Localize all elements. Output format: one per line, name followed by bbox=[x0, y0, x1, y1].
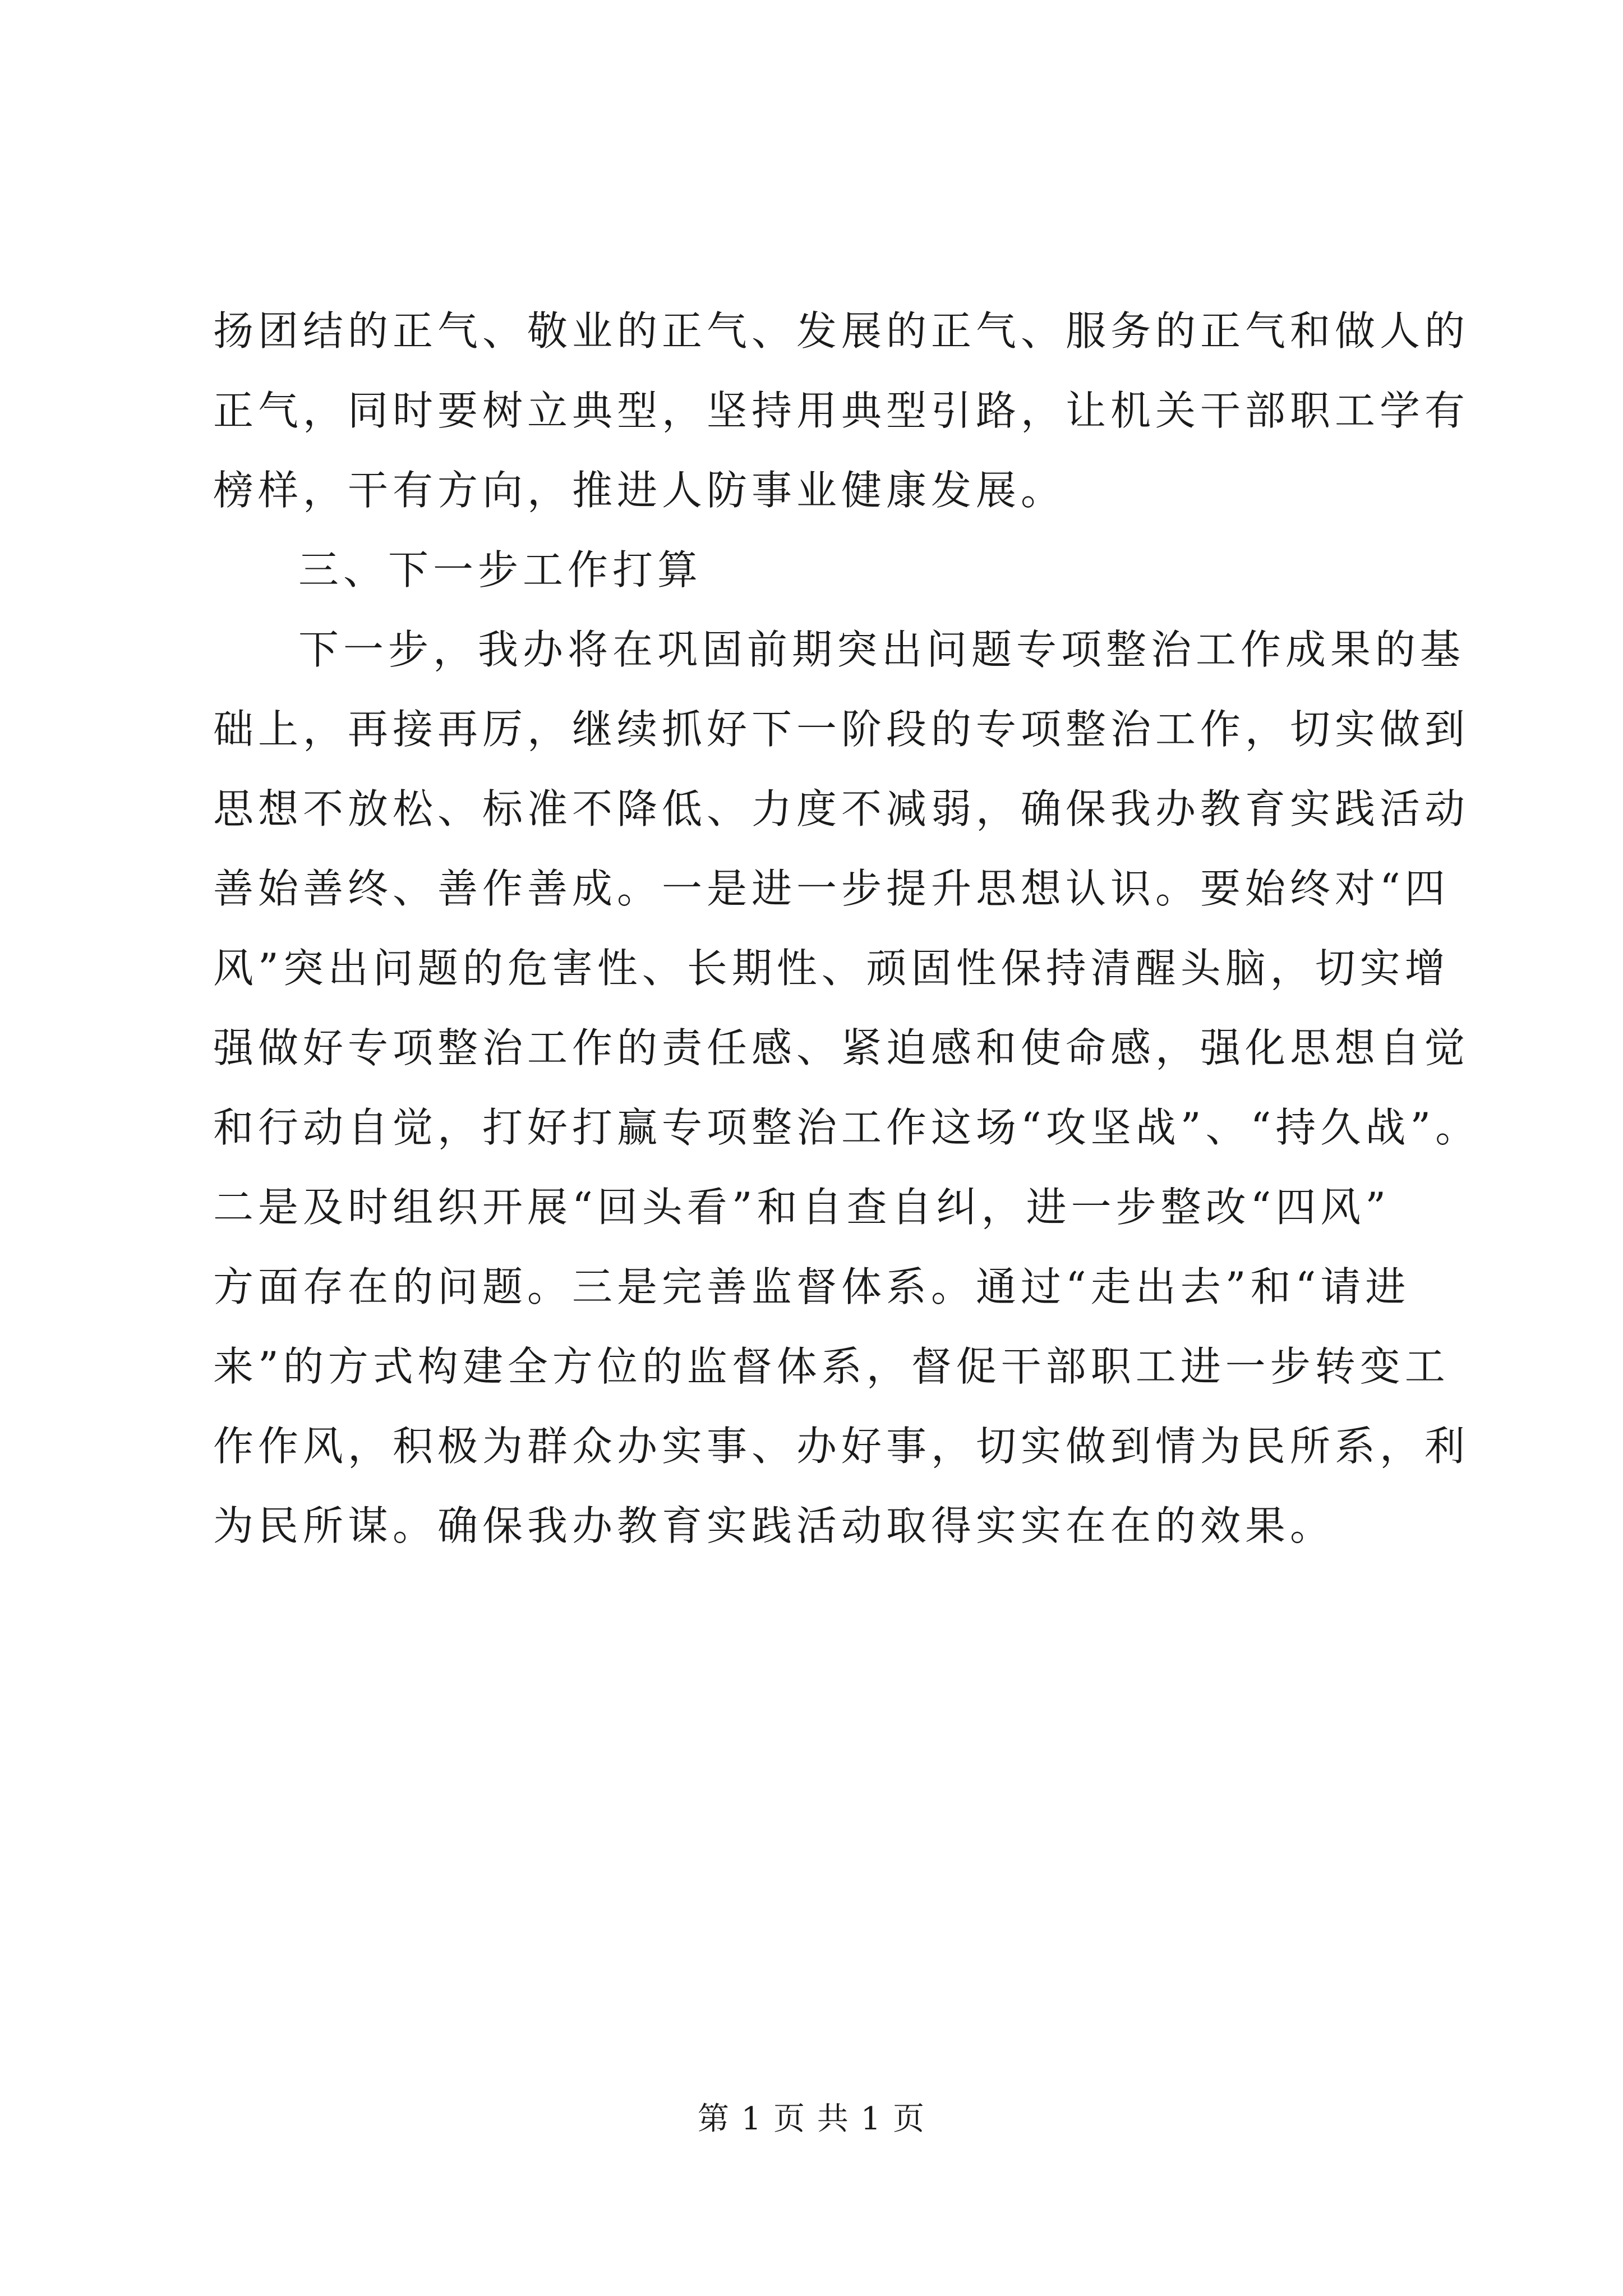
paragraph-line: 正气，同时要树立典型，坚持用典型引路，让机关干部职工学有 bbox=[213, 387, 1470, 434]
paragraph-line: 方面存在的问题。三是完善监督体系。通过“走出去”和“请进 bbox=[213, 1263, 1410, 1310]
paragraph-line: 下一步，我办将在巩固前期突出问题专项整治工作成果的基 bbox=[298, 626, 1465, 673]
paragraph-line: 为民所谋。确保我办教育实践活动取得实实在在的效果。 bbox=[213, 1502, 1335, 1549]
paragraph-line: 础上，再接再厉，继续抓好下一阶段的专项整治工作，切实做到 bbox=[213, 706, 1470, 753]
paragraph-line: 善始善终、善作善成。一是进一步提升思想认识。要始终对“四 bbox=[213, 865, 1450, 912]
paragraph-line: 榜样，干有方向，推进人防事业健康发展。 bbox=[213, 467, 1066, 514]
paragraph-line: 思想不放松、标准不降低、力度不减弱，确保我办教育实践活动 bbox=[213, 785, 1470, 832]
paragraph-line: 二是及时组织开展“回头看”和自查自纠，进一步整改“四风” bbox=[213, 1184, 1391, 1231]
paragraph-line: 风”突出问题的危害性、长期性、顽固性保持清醒头脑，切实增 bbox=[213, 945, 1450, 992]
paragraph-line: 作作风，积极为群众办实事、办好事，切实做到情为民所系，利 bbox=[213, 1423, 1470, 1470]
paragraph-line: 和行动自觉，打好打赢专项整治工作这场“攻坚战”、“持久战”。 bbox=[213, 1104, 1481, 1151]
paragraph-line: 来”的方式构建全方位的监督体系，督促干部职工进一步转变工 bbox=[213, 1343, 1450, 1390]
section-heading: 三、下一步工作打算 bbox=[298, 546, 703, 593]
paragraph-line: 强做好专项整治工作的责任感、紧迫感和使命感，强化思想自觉 bbox=[213, 1024, 1470, 1071]
paragraph-line: 扬团结的正气、敬业的正气、发展的正气、服务的正气和做人的 bbox=[213, 307, 1470, 355]
page-number-footer: 第 1 页 共 1 页 bbox=[697, 2101, 926, 2137]
